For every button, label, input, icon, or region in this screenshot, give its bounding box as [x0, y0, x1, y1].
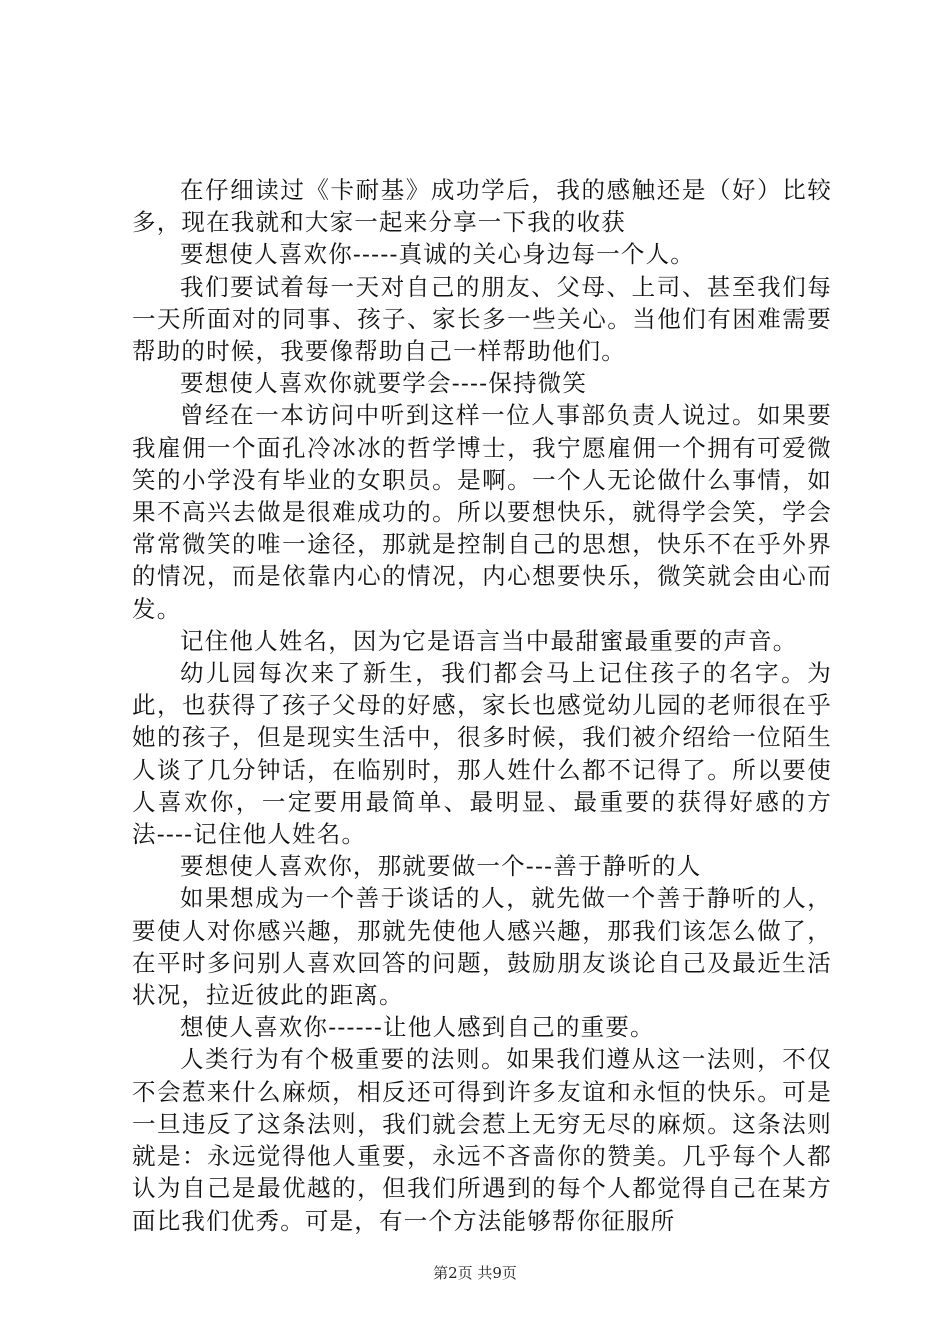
paragraph: 我们要试着每一天对自己的朋友、父母、上司、甚至我们每一天所面对的同事、孩子、家长多一些关心。当他们有困难需要帮助的时候，我要像帮助自己一样帮助他们。 — [132, 272, 832, 366]
paragraph: 记住他人姓名，因为它是语言当中最甜蜜最重要的声音。 — [180, 626, 798, 655]
paragraph: 如果想成为一个善于谈话的人，就先做一个善于静听的人，要使人对你感兴趣，那就先使他人感兴趣，那我们该怎么做了，在平时多问别人喜欢回答的问题，鼓励朋友谈论自己及最近生活状况，拉近彼此的距离。 — [132, 884, 832, 1010]
paragraph: 要想使人喜欢你，那就要做一个---善于静听的人 — [180, 852, 702, 881]
paragraph: 在仔细读过《卡耐基》成功学后，我的感触还是（好）比较多，现在我就和大家一起来分享一下我的收获 — [132, 176, 832, 237]
page-number-footer: 第2页 共9页 — [433, 1264, 517, 1282]
paragraph: 曾经在一本访问中听到这样一位人事部负责人说过。如果要我雇佣一个面孔冷冰冰的哲学博士，我宁愿雇佣一个拥有可爱微笑的小学没有毕业的女职员。是啊。一个人无论做什么事情，如果不高兴去做是很难成功的。所以要想快乐，就得学会笑，学会常常微笑的唯一途径，那就是控制自己的思想，快乐不在乎外界的情况，而是依靠内心的情况，内心想要快乐，微笑就会由心而发。 — [132, 401, 832, 623]
paragraph: 幼儿园每次来了新生，我们都会马上记住孩子的名字。为此，也获得了孩子父母的好感，家长也感觉幼儿园的老师很在乎她的孩子，但是现实生活中，很多时候，我们被介绍给一位陌生人谈了几分钟话，在临别时，那人姓什么都不记得了。所以要使人喜欢你，一定要用最简单、最明显、最重要的获得好感的方法----记住他人姓名。 — [132, 659, 832, 849]
paragraph: 要想使人喜欢你-----真诚的关心身边每一个人。 — [180, 240, 696, 269]
paragraph: 人类行为有个极重要的法则。如果我们遵从这一法则，不仅不会惹来什么麻烦，相反还可得到许多友谊和永恒的快乐。可是一旦违反了这条法则，我们就会惹上无穷无尽的麻烦。这条法则就是：永远觉得他人重要，永远不吝啬你的赞美。几乎每个人都认为自己是最优越的，但我们所遇到的每个人都觉得自己在某方面比我们优秀。可是，有一个方法能够帮你征服所 — [132, 1045, 832, 1235]
paragraph: 想使人喜欢你------让他人感到自己的重要。 — [180, 1013, 655, 1042]
document-body — [132, 174, 832, 1237]
paragraph: 要想使人喜欢你就要学会----保持微笑 — [180, 369, 588, 398]
